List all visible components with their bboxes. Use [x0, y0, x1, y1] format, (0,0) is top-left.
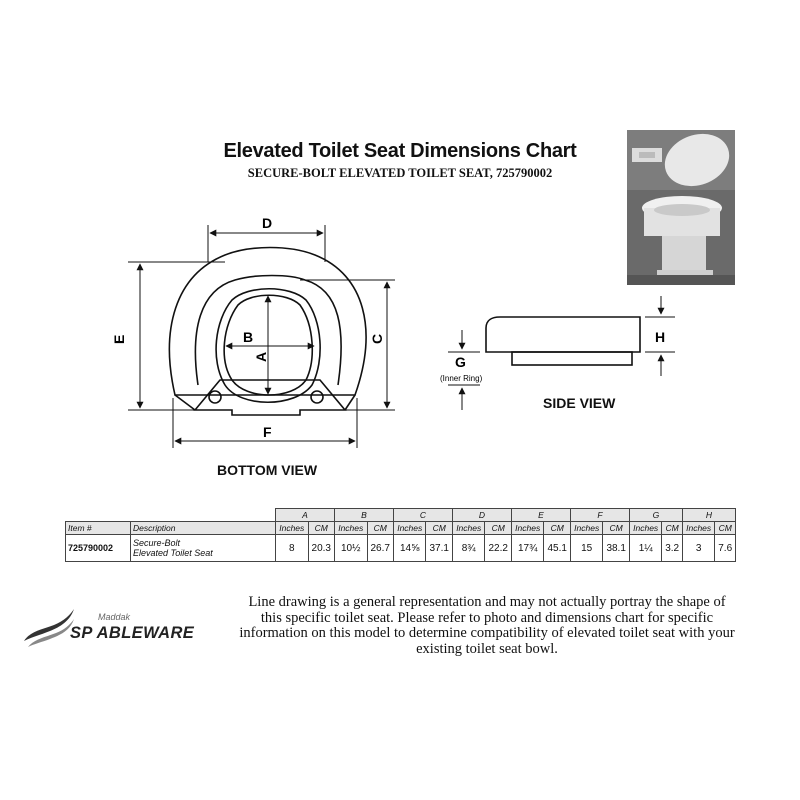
table-cell-c-inches: 14⅝	[393, 535, 426, 562]
table-cell-b-inches: 10½	[334, 535, 367, 562]
bottom-view-label: BOTTOM VIEW	[217, 462, 318, 478]
table-cell-f-inches: 15	[570, 535, 603, 562]
table-group-header: B	[334, 509, 393, 522]
description-line-1: Secure-Bolt	[133, 538, 181, 548]
table-cell-b-cm: 26.7	[367, 535, 393, 562]
side-seat-top	[486, 317, 640, 352]
table-header-inches: Inches	[452, 522, 485, 535]
table-group-header: C	[393, 509, 452, 522]
dim-label-b: B	[243, 329, 254, 345]
description-line-2: Elevated Toilet Seat	[133, 548, 213, 558]
table-column-header-row	[66, 522, 736, 535]
disclaimer-text: Line drawing is a general representation and may not actually portray the shape of this specific toilet seat. Please refer to photo and dimensions chart for specific information on this model to determine compatibility of elevated toilet seat with your existing toilet seat bowl.	[239, 594, 735, 657]
table-header-description: Description	[131, 522, 276, 535]
table-cell-g-inches: 1¼	[629, 535, 662, 562]
table-group-header: E	[511, 509, 570, 522]
table-header-inches: Inches	[629, 522, 662, 535]
logo-brand-text: SP ABLEWARE	[70, 624, 195, 642]
table-header-cm: CM	[426, 522, 452, 535]
dim-label-g: G	[455, 354, 466, 370]
table-header-cm: CM	[367, 522, 393, 535]
table-blank-cell	[66, 509, 276, 522]
dim-label-c: C	[369, 333, 385, 344]
page-title: Elevated Toilet Seat Dimensions Chart	[223, 140, 577, 162]
table-header-cm: CM	[715, 522, 736, 535]
table-header-inches: Inches	[511, 522, 544, 535]
table-header-cm: CM	[544, 522, 570, 535]
table-cell-c-cm: 37.1	[426, 535, 452, 562]
table-cell-h-cm: 7.6	[715, 535, 736, 562]
table-cell-d-cm: 22.2	[485, 535, 511, 562]
table-group-header-row	[66, 509, 736, 522]
side-view-label: SIDE VIEW	[543, 395, 616, 411]
dim-label-a: A	[253, 351, 269, 362]
table-header-inches: Inches	[276, 522, 309, 535]
logo-maddak-text: Maddak	[98, 612, 131, 622]
inner-ring-label: (Inner Ring)	[440, 374, 483, 383]
table-cell-e-cm: 45.1	[544, 535, 570, 562]
dimensions-table	[65, 508, 736, 562]
table-group-header: D	[452, 509, 511, 522]
dim-label-d: D	[262, 215, 273, 231]
table-cell-item: 725790002	[66, 535, 131, 562]
bolt-hole-left	[209, 391, 221, 403]
page-subtitle: SECURE-BOLT ELEVATED TOILET SEAT, 725790002	[247, 166, 553, 180]
table-cell-g-cm: 3.2	[662, 535, 682, 562]
table-cell-description	[131, 535, 276, 562]
table-group-header: A	[276, 509, 335, 522]
table-header-cm: CM	[308, 522, 334, 535]
dim-label-h: H	[655, 329, 666, 345]
table-cell-f-cm: 38.1	[603, 535, 629, 562]
dim-label-f: F	[263, 424, 272, 440]
table-cell-e-inches: 17¾	[511, 535, 544, 562]
table-row	[66, 535, 736, 562]
table-header-item: Item #	[66, 522, 131, 535]
table-group-header: F	[570, 509, 629, 522]
table-group-header: G	[629, 509, 682, 522]
table-group-header: H	[682, 509, 735, 522]
table-header-cm: CM	[662, 522, 682, 535]
side-inner-ring	[512, 352, 632, 365]
table-cell-d-inches: 8¾	[452, 535, 485, 562]
table-cell-a-cm: 20.3	[308, 535, 334, 562]
bolt-hole-right	[311, 391, 323, 403]
table-header-inches: Inches	[334, 522, 367, 535]
dim-label-e: E	[111, 334, 127, 344]
table-header-inches: Inches	[682, 522, 715, 535]
table-header-cm: CM	[485, 522, 511, 535]
table-cell-a-inches: 8	[276, 535, 309, 562]
table-header-inches: Inches	[570, 522, 603, 535]
table-cell-h-inches: 3	[682, 535, 715, 562]
table-header-inches: Inches	[393, 522, 426, 535]
table-header-cm: CM	[603, 522, 629, 535]
